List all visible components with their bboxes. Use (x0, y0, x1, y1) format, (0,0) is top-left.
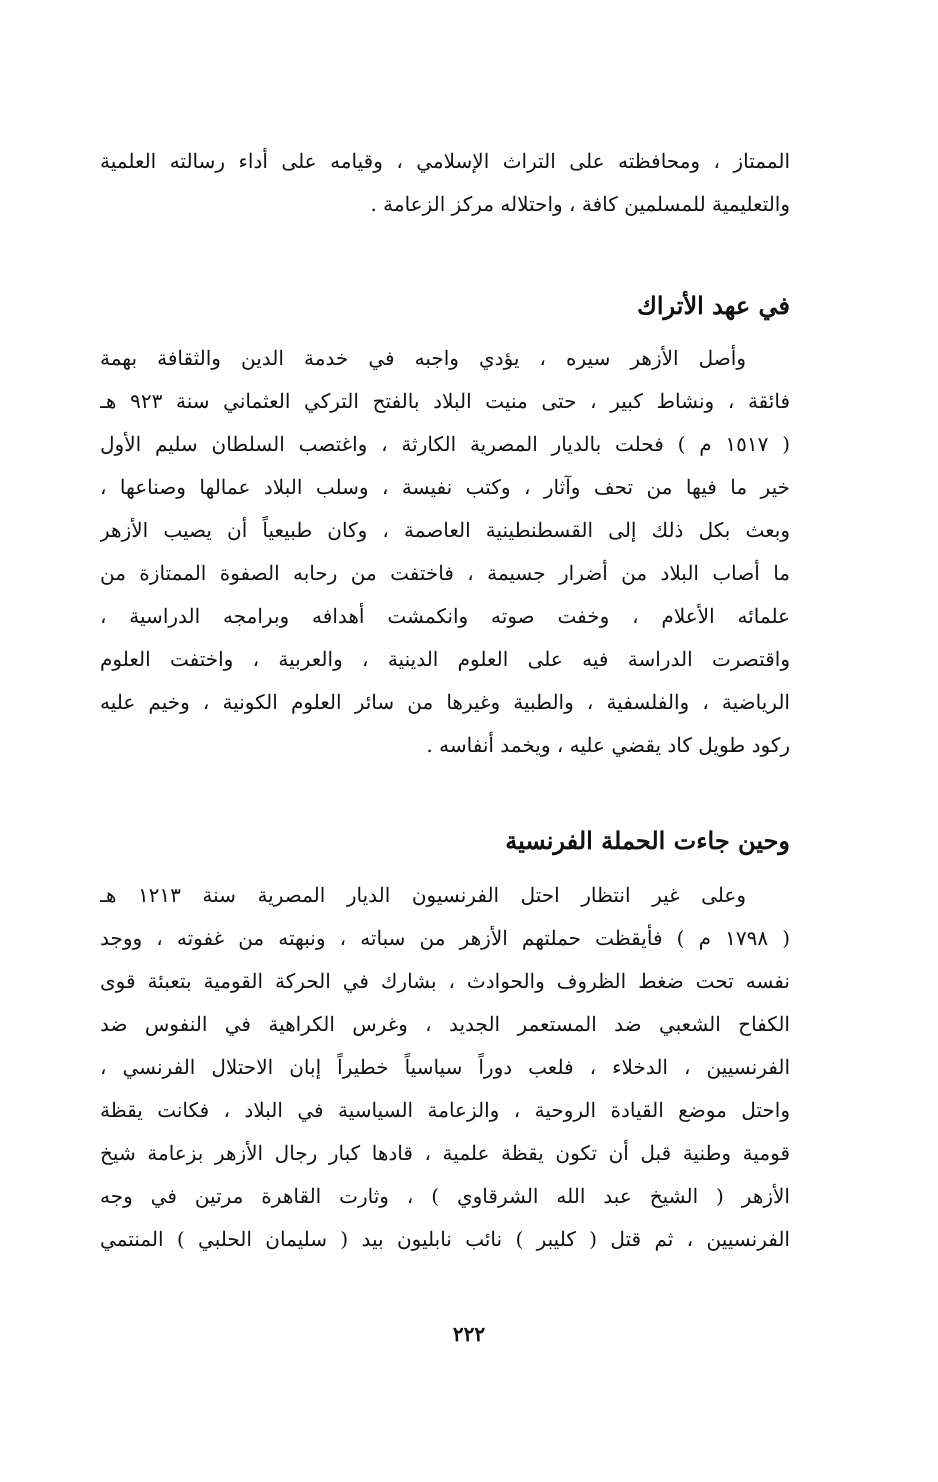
text-line: علمائه الأعلام ، وخفت صوته وانكمشت أهدافه وبرامجه الدراسية ، (100, 604, 790, 628)
text-line: وأصل الأزهر سيره ، يؤدي واجبه في خدمة الدين والثقافة بهمة (100, 346, 746, 370)
text-line: الكفاح الشعبي ضد المستعمر الجديد ، وغرس الكراهية في النفوس ضد (100, 1012, 790, 1036)
text-line: والتعليمية للمسلمين كافة ، واحتلاله مركز الزعامة . (370, 192, 790, 216)
text-line: ( ١٥١٧ م ) فحلت بالديار المصرية الكارثة ، واغتصب السلطان سليم الأول (100, 432, 790, 456)
text-line: الممتاز ، ومحافظته على التراث الإسلامي ، وقيامه على أداء رسالته العلمية (100, 149, 790, 173)
text-line: خير ما فيها من تحف وآثار ، وكتب نفيسة ، وسلب البلاد عمالها وصناعها ، (100, 475, 790, 499)
text-line: نفسه تحت ضغط الظروف والحوادث ، بشارك في الحركة القومية بتعبئة قوى (100, 969, 790, 993)
section-paragraph-french-campaign (100, 874, 790, 1261)
text-line: فائقة ، ونشاط كبير ، حتى منيت البلاد بالفتح التركي العثماني سنة ٩٢٣ هـ (100, 389, 790, 413)
text-line: وبعث بكل ذلك إلى القسطنطينية العاصمة ، وكان طبيعياً أن يصيب الأزهر (100, 518, 790, 542)
text-line: ما أصاب البلاد من أضرار جسيمة ، فاختفت من رحابه الصفوة الممتازة من (100, 561, 790, 585)
text-line: واحتل موضع القيادة الروحية ، والزعامة السياسية في البلاد ، فكانت يقظة (100, 1098, 790, 1122)
page-body (100, 140, 790, 1261)
text-line: وعلى غير انتظار احتل الفرنسيون الديار المصرية سنة ١٢١٣ هـ (100, 883, 747, 907)
text-line: قومية وطنية قبل أن تكون يقظة علمية ، قادها كبار رجال الأزهر بزعامة شيخ (100, 1141, 790, 1165)
intro-paragraph (100, 140, 790, 226)
text-line: واقتصرت الدراسة فيه على العلوم الدينية ، والعربية ، واختفت العلوم (100, 647, 790, 671)
text-line: الفرنسيين ، الدخلاء ، فلعب دوراً سياسياً خطيراً إبان الاحتلال الفرنسي ، (100, 1055, 790, 1079)
page-number: ٢٢٢ (452, 1322, 486, 1346)
text-line: الأزهر ( الشيخ عبد الله الشرقاوي ) ، وثارت القاهرة مرتين في وجه (100, 1184, 790, 1208)
section-heading-turks: في عهد الأتراك (637, 291, 790, 320)
text-line: ركود طويل كاد يقضي عليه ، ويخمد أنفاسه . (426, 733, 790, 757)
text-line: ( ١٧٩٨ م ) فأيقظت حملتهم الأزهر من سباته ، ونبهته من غفوته ، ووجد (100, 926, 790, 950)
text-line: الرياضية ، والفلسفية ، والطبية وغيرها من سائر العلوم الكونية ، وخيم عليه (100, 690, 790, 714)
section-heading-french-campaign: وحين جاءت الحملة الفرنسية (505, 826, 790, 855)
section-paragraph-turks (100, 337, 790, 767)
text-line: الفرنسيين ، ثم قتل ( كليبر ) نائب نابليون بيد ( سليمان الحلبي ) المنتمي (100, 1227, 790, 1251)
